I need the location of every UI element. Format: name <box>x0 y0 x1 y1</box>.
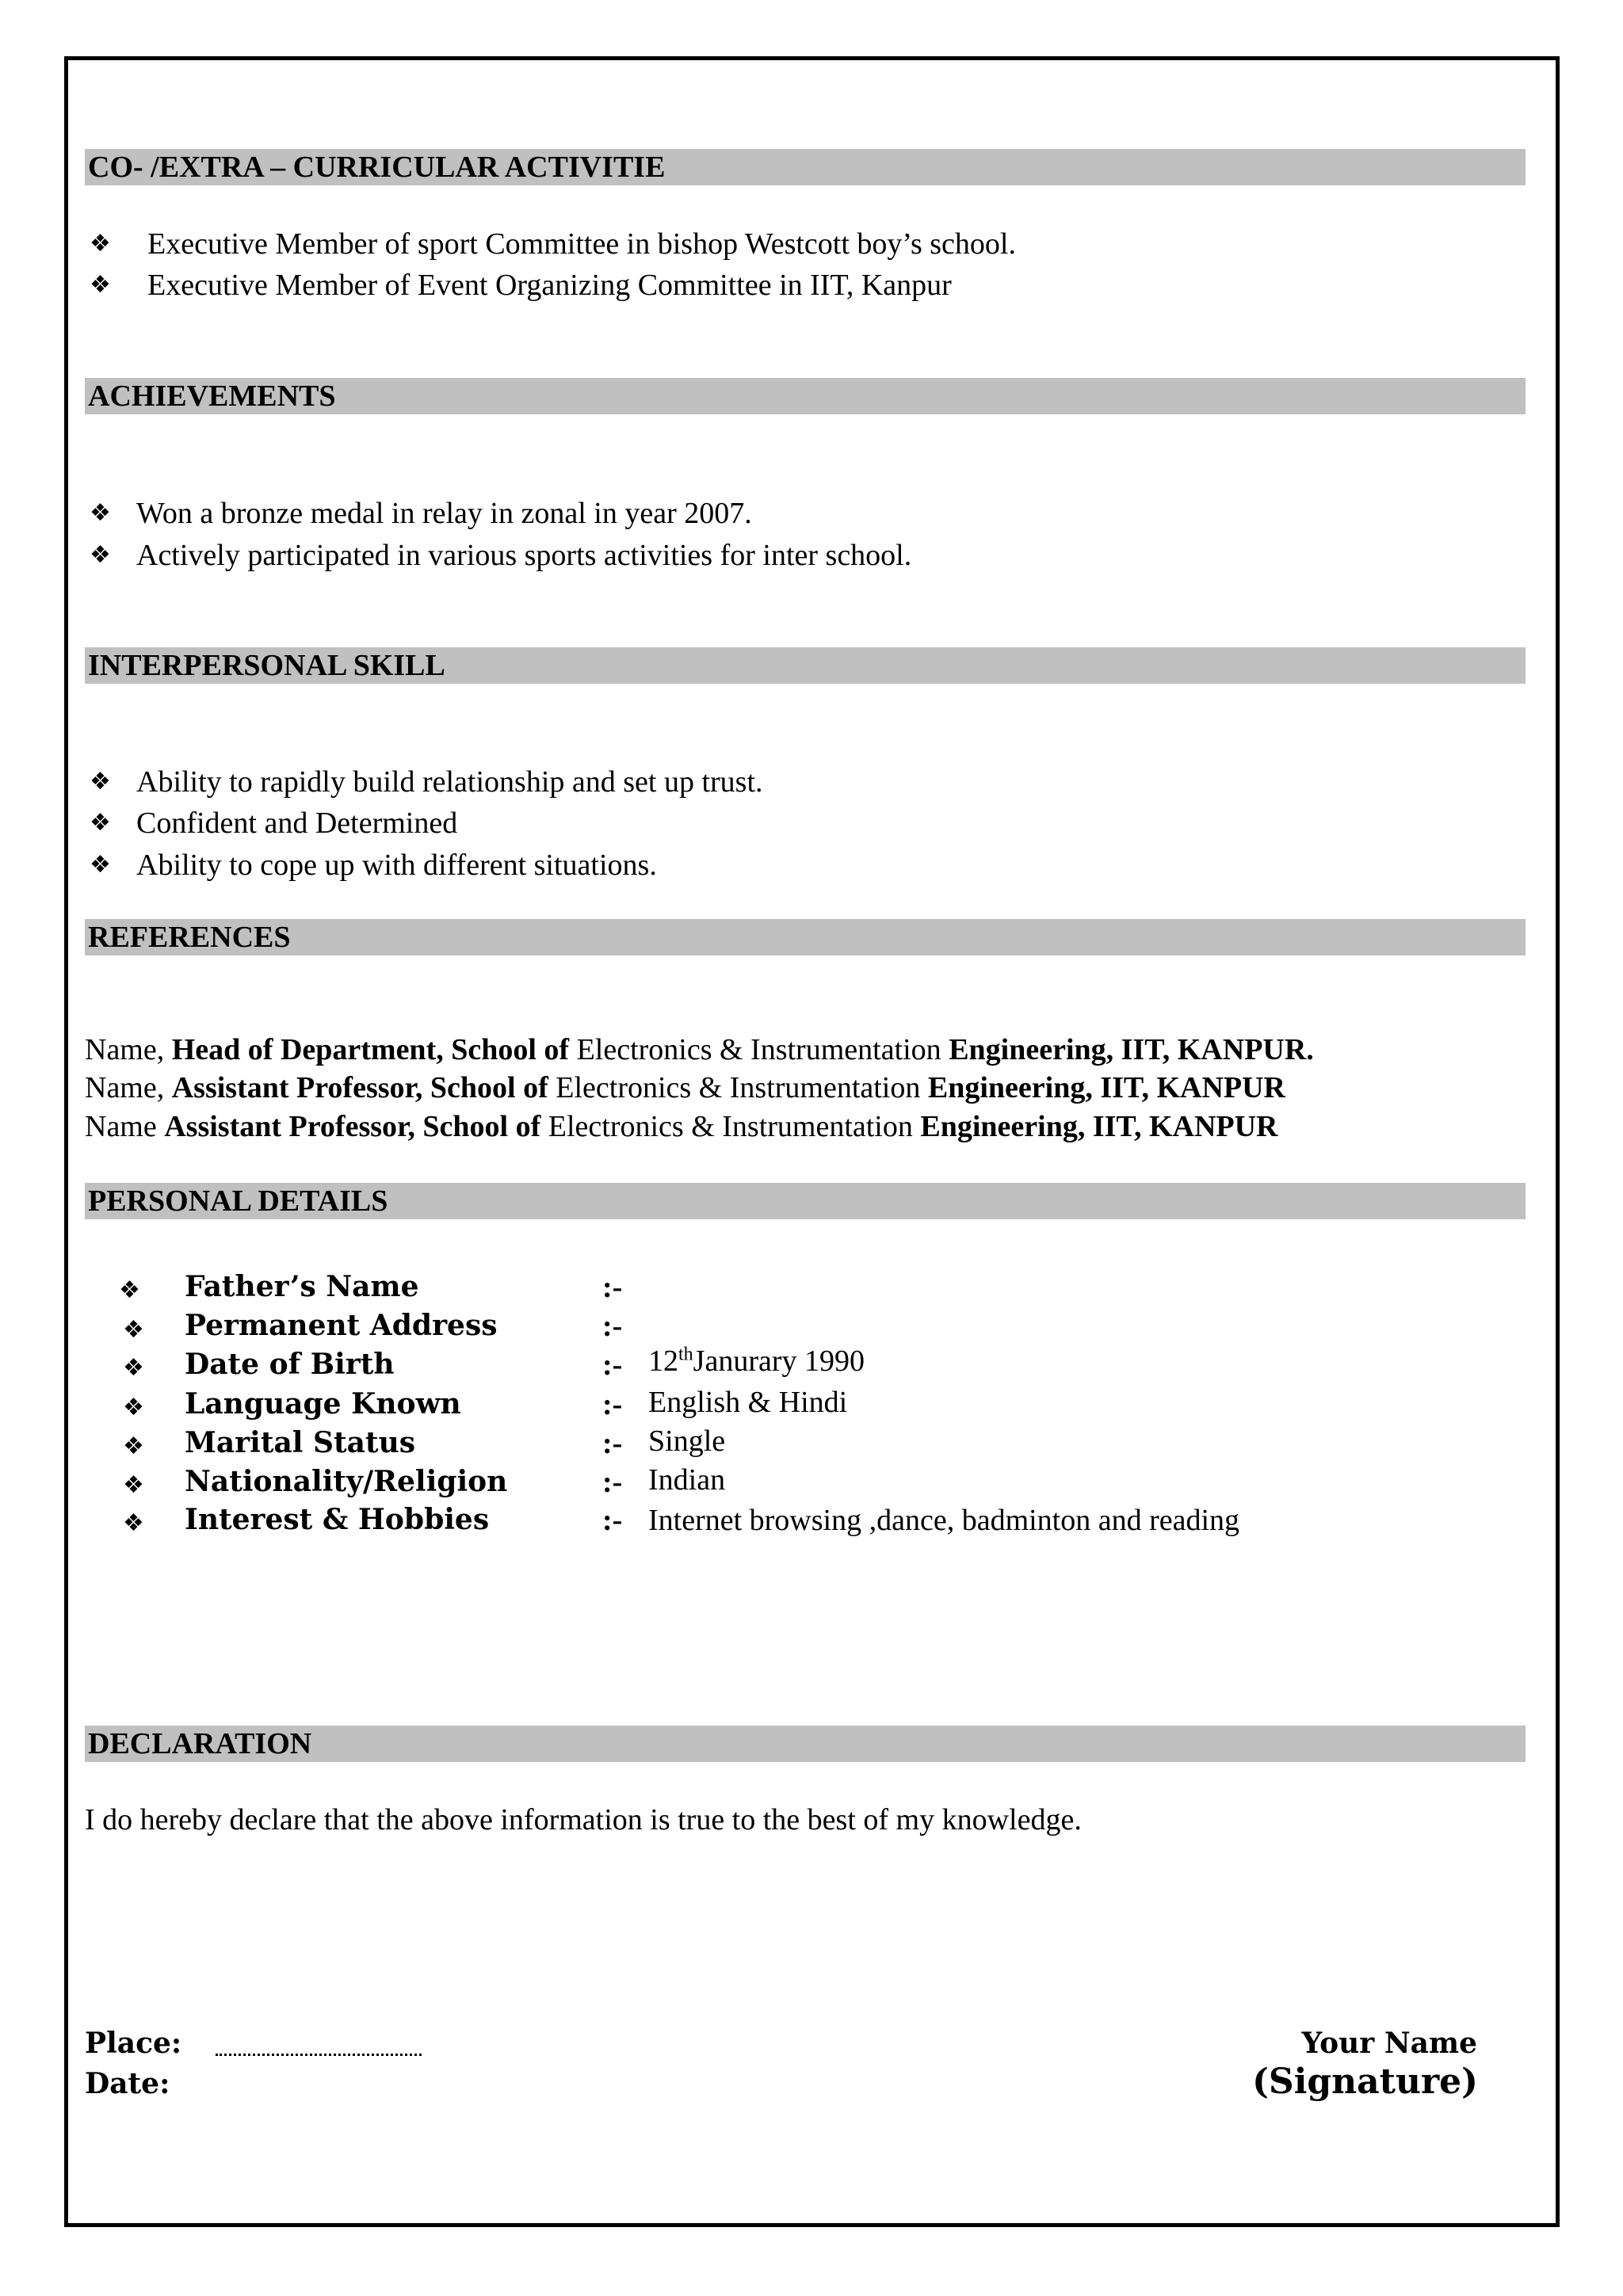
reference-dept: Electronics & Instrumentation <box>548 1071 928 1104</box>
reference-role: Assistant Professor, School of <box>171 1071 548 1104</box>
place-label: Place: <box>85 2027 182 2060</box>
reference-dept: Electronics & Instrumentation <box>540 1110 921 1143</box>
signature-label: (Signature) <box>1252 2061 1478 2102</box>
reference-line <box>85 1032 1314 1067</box>
personal-value: English & Hindi <box>648 1386 848 1419</box>
personal-separator: :- <box>602 1388 623 1421</box>
reference-institution: Engineering, IIT, KANPUR <box>927 1071 1285 1104</box>
reference-institution: Engineering, IIT, KANPUR <box>920 1110 1278 1143</box>
personal-separator: :- <box>602 1504 623 1537</box>
bullet-icon: ❖ <box>90 768 111 795</box>
list-item: Actively participated in various sports activities for inter school. <box>136 539 912 572</box>
reference-role: Head of Department, School of <box>171 1033 570 1066</box>
date-day: 12 <box>648 1344 678 1378</box>
personal-value: Internet browsing ,dance, badminton and reading <box>648 1504 1240 1537</box>
reference-prefix: Name, <box>85 1033 172 1066</box>
personal-separator: :- <box>602 1310 623 1343</box>
personal-value: Indian <box>648 1463 726 1497</box>
personal-value <box>648 1344 865 1379</box>
personal-separator: :- <box>602 1348 623 1382</box>
list-item: Won a bronze medal in relay in zonal in year 2007. <box>136 497 752 530</box>
personal-label: Marital Status <box>185 1426 416 1459</box>
reference-dept: Electronics & Instrumentation <box>569 1033 949 1066</box>
section-heading-personal: PERSONAL DETAILS <box>85 1183 1526 1219</box>
bullet-icon: ❖ <box>119 1276 140 1304</box>
bullet-icon: ❖ <box>123 1471 144 1499</box>
bullet-icon: ❖ <box>123 1509 144 1537</box>
bullet-icon: ❖ <box>90 499 111 527</box>
place-line <box>216 2054 422 2056</box>
personal-value: Single <box>648 1425 726 1458</box>
bullet-icon: ❖ <box>123 1432 144 1460</box>
reference-prefix: Name, <box>85 1071 172 1104</box>
list-item: Ability to cope up with different situations. <box>136 849 657 882</box>
section-heading-co-curricular: CO- /EXTRA – CURRICULAR ACTIVITIE <box>85 149 1526 185</box>
date-month-year: Janurary 1990 <box>693 1344 865 1378</box>
reference-role: Assistant Professor, School of <box>164 1110 541 1143</box>
your-name: Your Name <box>1301 2027 1477 2060</box>
bullet-icon: ❖ <box>90 271 111 299</box>
personal-separator: :- <box>602 1466 623 1499</box>
bullet-icon: ❖ <box>90 851 111 879</box>
reference-line <box>85 1070 1285 1105</box>
date-suffix: th <box>678 1344 693 1365</box>
personal-label: Language Known <box>185 1387 461 1421</box>
date-label: Date: <box>85 2067 170 2100</box>
personal-label: Father’s Name <box>185 1270 419 1303</box>
reference-institution: Engineering, IIT, KANPUR. <box>949 1033 1314 1066</box>
section-heading-references: REFERENCES <box>85 919 1526 955</box>
bullet-icon: ❖ <box>123 1394 144 1421</box>
personal-label: Date of Birth <box>185 1348 395 1381</box>
bullet-icon: ❖ <box>90 541 111 569</box>
personal-separator: :- <box>602 1427 623 1460</box>
bullet-icon: ❖ <box>90 230 111 257</box>
reference-line <box>85 1109 1277 1144</box>
section-heading-declaration: DECLARATION <box>85 1726 1526 1762</box>
personal-separator: :- <box>602 1271 623 1304</box>
personal-label: Permanent Address <box>185 1309 498 1342</box>
personal-label: Nationality/Religion <box>185 1465 508 1498</box>
bullet-icon: ❖ <box>123 1354 144 1382</box>
personal-label: Interest & Hobbies <box>185 1503 490 1536</box>
section-heading-interpersonal: INTERPERSONAL SKILL <box>85 647 1526 684</box>
list-item: Ability to rapidly build relationship and set up trust. <box>136 765 763 799</box>
reference-prefix: Name <box>85 1110 165 1143</box>
declaration-text: I do hereby declare that the above information is true to the best of my knowledge. <box>85 1803 1082 1836</box>
list-item: Executive Member of Event Organizing Committee in IIT, Kanpur <box>147 269 952 302</box>
list-item: Executive Member of sport Committee in bishop Westcott boy’s school. <box>147 227 1016 261</box>
section-heading-achievements: ACHIEVEMENTS <box>85 378 1526 414</box>
bullet-icon: ❖ <box>123 1316 144 1344</box>
bullet-icon: ❖ <box>90 809 111 837</box>
list-item: Confident and Determined <box>136 807 458 840</box>
